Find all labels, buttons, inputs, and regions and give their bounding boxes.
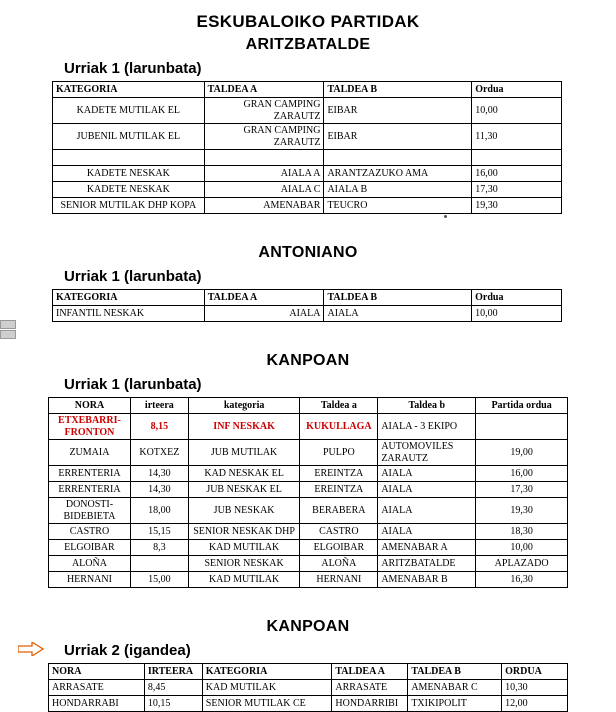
table-row [49,556,568,572]
cell-kategoria: KADETE MUTILAK EL [53,98,205,124]
cell-irteera: 15,15 [130,524,188,540]
cell-nora: HONDARRABI [49,696,145,712]
cell-taldea-a: AIALA C [204,182,324,198]
document-page [0,12,616,709]
col-header-kategoria: KATEGORIA [202,664,332,680]
cell-taldea-b: AIALA [378,524,476,540]
margin-mark-1 [0,320,16,329]
table-header-row [49,398,568,414]
cell-kategoria [53,150,205,166]
schedule-table-kanpoan-2 [48,663,568,712]
cell-ordua: 17,30 [472,182,562,198]
cell-kategoria: KAD MUTILAK [202,680,332,696]
cell-irteera: 14,30 [130,482,188,498]
col-header-taldea-a: Taldea a [300,398,378,414]
cell-kategoria: KADETE NESKAK [53,182,205,198]
table-header-row [53,290,562,306]
col-header-irteera: irteera [130,398,188,414]
venue-title: ARITZBATALDE [245,36,371,53]
cell-irteera: 14,30 [130,466,188,482]
cell-ordua: 19,30 [472,198,562,214]
day-title: Urriak 1 (larunbata) [64,60,202,77]
cell-taldea-b: AUTOMOVILES ZARAUTZ [378,440,476,466]
col-header-taldea-a: TALDEA A [332,664,408,680]
col-header-taldea-a: TALDEA A [204,82,324,98]
cell-ordua: 11,30 [472,124,562,150]
table-row [49,482,568,498]
cell-taldea-a: EREINTZA [300,482,378,498]
cell-irteera [130,556,188,572]
day-title: Urriak 1 (larunbata) [64,376,202,393]
table-row [49,680,568,696]
cell-taldea-a: GRAN CAMPING ZARAUTZ [204,124,324,150]
table-row [53,198,562,214]
table-row [49,696,568,712]
table-row [53,98,562,124]
cell-ordua: 10,00 [472,98,562,124]
cell-irteera: 8,15 [130,414,188,440]
cell-taldea-a: GRAN CAMPING ZARAUTZ [204,98,324,124]
cell-kategoria: SENIOR MUTILAK DHP KOPA [53,198,205,214]
cell-partida-ordua: 16,00 [476,466,568,482]
cell-taldea-a: PULPO [300,440,378,466]
cell-kategoria: JUBENIL MUTILAK EL [53,124,205,150]
cell-nora: ARRASATE [49,680,145,696]
cell-kategoria: JUB NESKAK EL [188,482,300,498]
table-row [49,440,568,466]
cell-ordua: 10,30 [502,680,568,696]
cell-ordua: 16,00 [472,166,562,182]
cell-taldea-a: HONDARRIBI [332,696,408,712]
section-antoniano [0,244,616,322]
cell-kategoria: KAD MUTILAK [188,572,300,588]
venue-title: KANPOAN [266,352,350,369]
day-title: Urriak 1 (larunbata) [64,268,202,285]
table-row [53,166,562,182]
cell-taldea-b: AIALA [378,466,476,482]
col-header-nora: NORA [49,398,131,414]
cell-taldea-b: AIALA [324,306,472,322]
schedule-table-antoniano [52,289,562,322]
section-kanpoan-1 [0,352,616,588]
cell-nora: ETXEBARRI-FRONTON [49,414,131,440]
cell-taldea-a: AIALA [204,306,324,322]
table-header-row [53,82,562,98]
table-row [49,524,568,540]
page-title: ESKUBALOIKO PARTIDAK [196,12,420,31]
cell-nora: HERNANI [49,572,131,588]
cell-taldea-a: AMENABAR [204,198,324,214]
col-header-taldea-b: Taldea b [378,398,476,414]
cell-kategoria: SENIOR NESKAK [188,556,300,572]
table-row [49,540,568,556]
col-header-ordua: ORDUA [502,664,568,680]
cell-kategoria: INF NESKAK [188,414,300,440]
cell-nora: DONOSTI-BIDEBIETA [49,498,131,524]
day-title: Urriak 2 (igandea) [64,642,191,659]
cell-partida-ordua: 19,00 [476,440,568,466]
cell-ordua: 12,00 [502,696,568,712]
cell-partida-ordua: APLAZADO [476,556,568,572]
cell-partida-ordua: 18,30 [476,524,568,540]
cell-irteera: KOTXEZ [130,440,188,466]
table-row [53,182,562,198]
cell-taldea-b: AIALA B [324,182,472,198]
cell-taldea-b: EIBAR [324,98,472,124]
cell-kategoria: KAD NESKAK EL [188,466,300,482]
cell-taldea-b: AMENABAR A [378,540,476,556]
cell-taldea-b: TXIKIPOLIT [408,696,502,712]
cell-taldea-a: AIALA A [204,166,324,182]
cell-nora: ELGOIBAR [49,540,131,556]
cell-taldea-b: AMENABAR C [408,680,502,696]
table-row [49,466,568,482]
cell-nora: ZUMAIA [49,440,131,466]
schedule-table-aritzbatalde [52,81,562,214]
cell-taldea-a: ELGOIBAR [300,540,378,556]
section-aritzbatalde [0,36,616,214]
col-header-kategoria: KATEGORIA [53,82,205,98]
cell-irteera: 8,45 [144,680,202,696]
cell-nora: CASTRO [49,524,131,540]
cell-taldea-b: ARANTZAZUKO AMA [324,166,472,182]
col-header-taldea-b: TALDEA B [408,664,502,680]
col-header-taldea-b: TALDEA B [324,290,472,306]
cell-taldea-a: CASTRO [300,524,378,540]
cell-taldea-b: AIALA [378,482,476,498]
col-header-nora: NORA [49,664,145,680]
venue-title: KANPOAN [266,618,350,635]
cell-kategoria: SENIOR NESKAK DHP [188,524,300,540]
col-header-ordua: Ordua [472,290,562,306]
cell-taldea-a: BERABERA [300,498,378,524]
cell-ordua [472,150,562,166]
cell-kategoria: INFANTIL NESKAK [53,306,205,322]
cell-taldea-a: EREINTZA [300,466,378,482]
col-header-partida-ordua: Partida ordua [476,398,568,414]
cell-taldea-b [324,150,472,166]
table-row [53,124,562,150]
cell-nora: ERRENTERIA [49,466,131,482]
cell-nora: ERRENTERIA [49,482,131,498]
cell-kategoria: JUB MUTILAK [188,440,300,466]
margin-mark-2 [0,330,16,339]
col-header-kategoria: KATEGORIA [53,290,205,306]
cell-taldea-b: AMENABAR B [378,572,476,588]
col-header-kategoria: kategoria [188,398,300,414]
cell-ordua: 10,00 [472,306,562,322]
section-kanpoan-2 [0,618,616,712]
table-row [49,498,568,524]
col-header-taldea-b: TALDEA B [324,82,472,98]
cell-irteera: 8,3 [130,540,188,556]
cell-taldea-b: EIBAR [324,124,472,150]
table-row [53,306,562,322]
col-header-irteera: IRTEERA [144,664,202,680]
cell-partida-ordua: 16,30 [476,572,568,588]
cell-taldea-a: KUKULLAGA [300,414,378,440]
cell-taldea-a: ALOÑA [300,556,378,572]
page-speck [444,215,447,218]
cell-taldea-a: HERNANI [300,572,378,588]
cell-partida-ordua: 19,30 [476,498,568,524]
cell-partida-ordua [476,414,568,440]
col-header-ordua: Ordua [472,82,562,98]
cell-irteera: 15,00 [130,572,188,588]
cell-irteera: 18,00 [130,498,188,524]
right-arrow-icon [18,642,44,656]
cell-taldea-b: TEUCRO [324,198,472,214]
cell-kategoria: KADETE NESKAK [53,166,205,182]
cell-taldea-a: ARRASATE [332,680,408,696]
col-header-taldea-a: TALDEA A [204,290,324,306]
cell-taldea-b: AIALA - 3 EKIPO [378,414,476,440]
cell-kategoria: SENIOR MUTILAK CE [202,696,332,712]
cell-partida-ordua: 17,30 [476,482,568,498]
schedule-table-kanpoan-1 [48,397,568,588]
cell-kategoria: KAD MUTILAK [188,540,300,556]
table-row-empty [53,150,562,166]
table-row [49,572,568,588]
cell-irteera: 10,15 [144,696,202,712]
cell-nora: ALOÑA [49,556,131,572]
cell-taldea-b: AIALA [378,498,476,524]
table-row [49,414,568,440]
cell-taldea-b: ARITZBATALDE [378,556,476,572]
cell-partida-ordua: 10,00 [476,540,568,556]
table-header-row [49,664,568,680]
venue-title: ANTONIANO [258,244,358,261]
cell-taldea-a [204,150,324,166]
cell-kategoria: JUB NESKAK [188,498,300,524]
